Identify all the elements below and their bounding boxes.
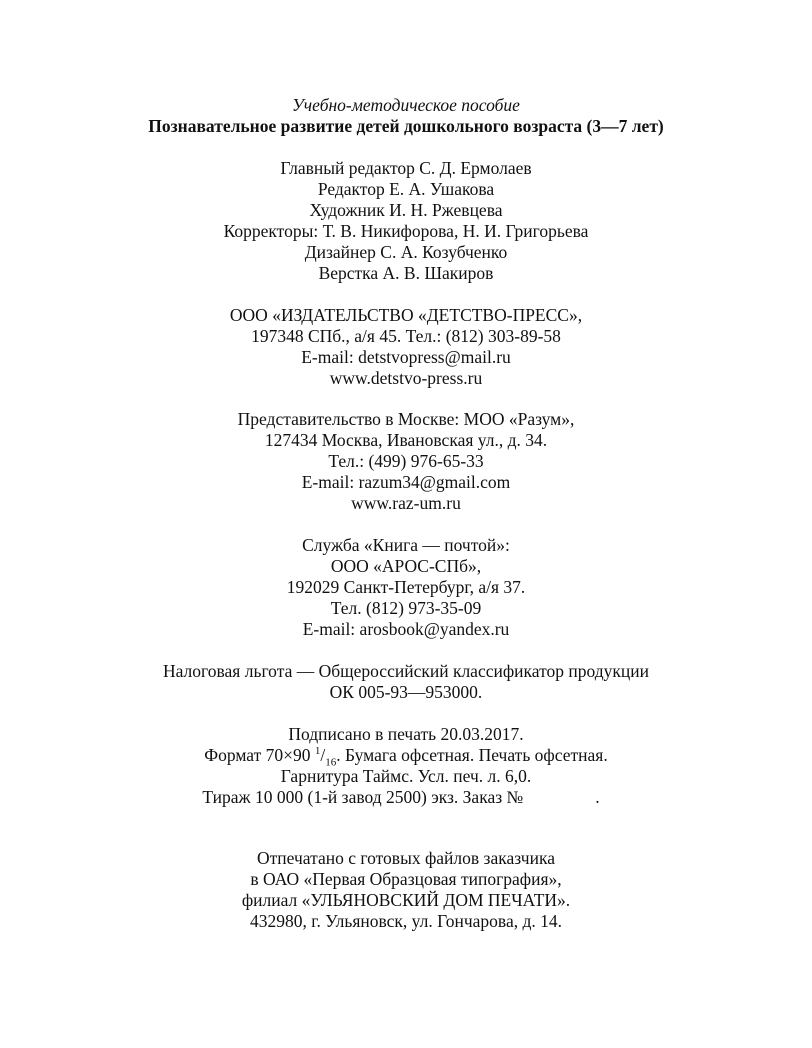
format-slash: /	[320, 745, 326, 765]
format-suffix: . Бумага офсетная. Печать офсетная.	[336, 745, 608, 765]
format-denominator: 16	[325, 756, 337, 769]
credit-line: Главный редактор С. Д. Ермолаев	[280, 158, 532, 178]
book-title: Познавательное развитие детей дошкольного возраста (3—7 лет)	[148, 116, 664, 136]
publisher-website: www.detstvo-press.ru	[329, 368, 483, 388]
moscow-office-email: E-mail: razum34@gmail.com	[301, 472, 511, 492]
format-prefix: Формат 70×90	[204, 745, 315, 765]
printer-line: филиал «УЛЬЯНОВСКИЙ ДОМ ПЕЧАТИ».	[241, 890, 571, 910]
signed-to-print: Подписано в печать 20.03.2017.	[288, 724, 524, 744]
moscow-office-website: www.raz-um.ru	[351, 493, 461, 513]
format-numerator: 1	[314, 745, 321, 758]
credit-line: Дизайнер С. А. Козубченко	[304, 242, 508, 262]
credit-line: Редактор Е. А. Ушакова	[317, 179, 495, 199]
print-run-end: .	[595, 787, 600, 807]
printer-line: Отпечатано с готовых файлов заказчика	[257, 848, 555, 868]
print-run-line	[0, 787, 807, 808]
mail-service-line: ООО «АРОС-СПб»,	[330, 556, 482, 576]
moscow-office-line: Тел.: (499) 976-65-33	[328, 451, 484, 471]
tax-line: Налоговая льгота — Общероссийский классификатор продукции	[162, 661, 650, 681]
publisher-email: E-mail: detstvopress@mail.ru	[301, 347, 511, 367]
typeface-line: Гарнитура Таймс. Усл. печ. л. 6,0.	[280, 766, 532, 786]
credit-line: Художник И. Н. Ржевцева	[309, 200, 503, 220]
print-run-text: Тираж 10 000 (1-й завод 2500) экз. Заказ №	[202, 787, 524, 807]
moscow-office-line: Представительство в Москве: МОО «Разум»,	[237, 409, 575, 429]
printer-line: в ОАО «Первая Образцовая типография»,	[250, 869, 562, 889]
mail-service-line: Тел. (812) 973-35-09	[330, 598, 482, 618]
moscow-office-line: 127434 Москва, Ивановская ул., д. 34.	[264, 430, 548, 450]
publisher-line: 197348 СПб., а/я 45. Тел.: (812) 303-89-58	[251, 326, 561, 346]
publication-type: Учебно-методическое пособие	[292, 95, 520, 115]
mail-service-line: Служба «Книга — почтой»:	[302, 535, 510, 555]
format-line	[0, 745, 812, 769]
publisher-line: ООО «ИЗДАТЕЛЬСТВО «ДЕТСТВО-ПРЕСС»,	[229, 305, 583, 325]
credit-line: Верстка А. В. Шакиров	[318, 263, 494, 283]
printer-address: 432980, г. Ульяновск, ул. Гончарова, д. 14.	[250, 911, 562, 931]
mail-service-line: 192029 Санкт-Петербург, а/я 37.	[286, 577, 526, 597]
mail-service-email: E-mail: arosbook@yandex.ru	[302, 619, 510, 639]
tax-line: ОК 005-93—953000.	[329, 682, 483, 702]
credit-line: Корректоры: Т. В. Никифорова, Н. И. Григорьева	[223, 221, 589, 241]
